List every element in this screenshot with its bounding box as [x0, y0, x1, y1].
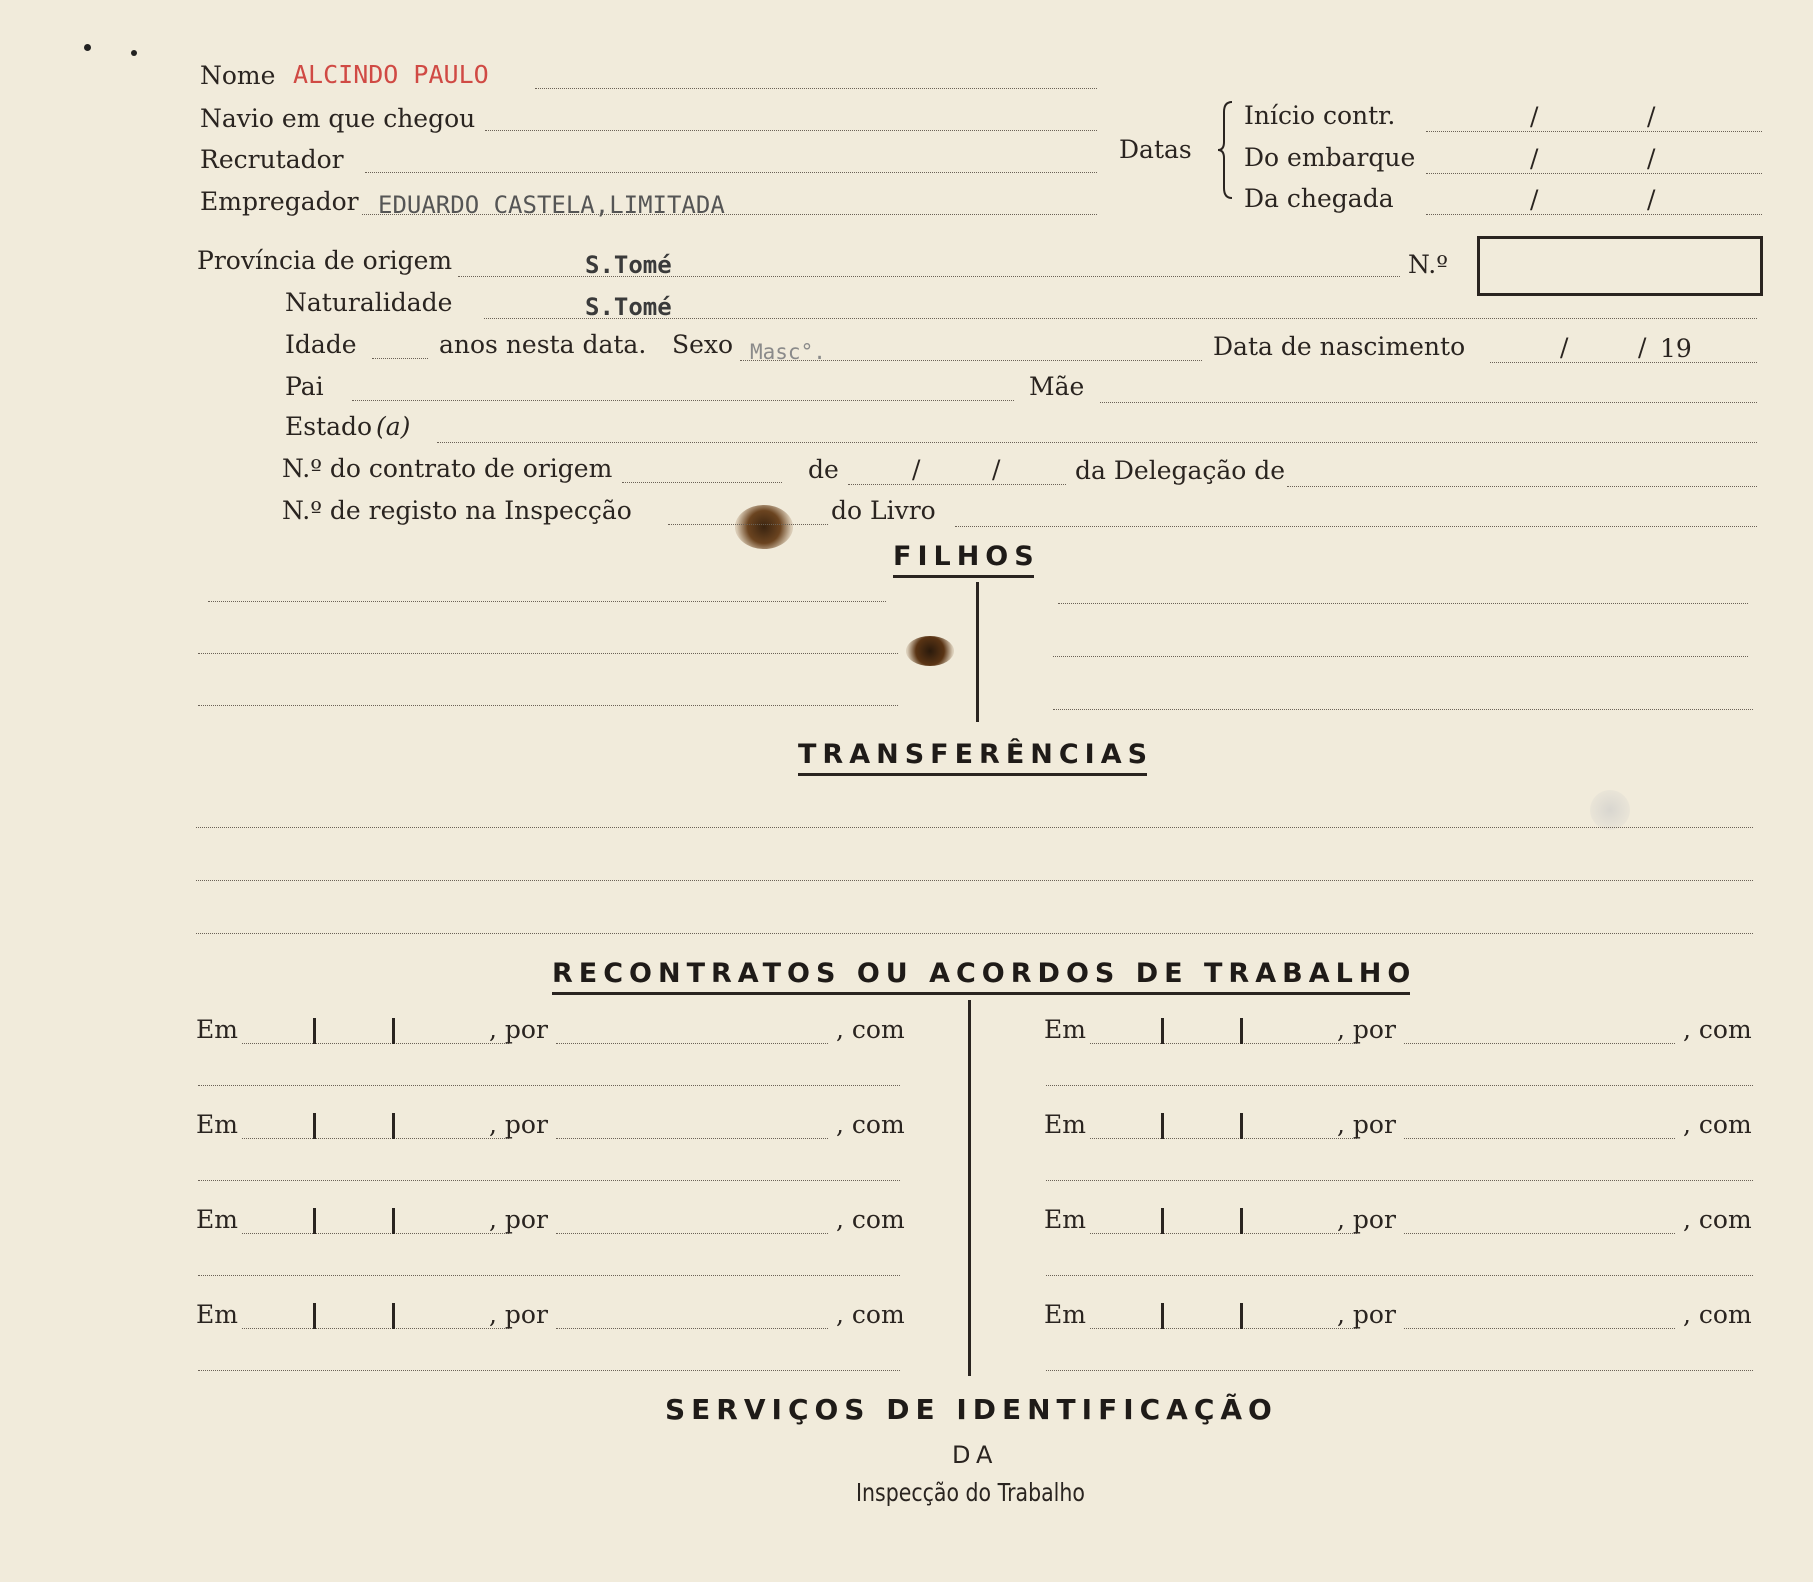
recontrato-por-line: [1404, 1233, 1675, 1234]
recontrato-continuation-line: [198, 1275, 900, 1276]
recontrato-date-bar: [392, 1018, 395, 1044]
stain-mark: [735, 505, 793, 549]
embarque-line: [1426, 173, 1762, 174]
recontrato-com-label: , com: [836, 1205, 905, 1234]
sexo-line: [740, 360, 1202, 361]
filhos-line-left-1: [208, 601, 886, 602]
de-slash-1: /: [912, 455, 921, 484]
recontrato-em-label: Em: [196, 1110, 238, 1139]
de-slash-2: /: [992, 455, 1001, 484]
recontrato-por-line: [556, 1328, 828, 1329]
recontrato-date-line: [1090, 1328, 1357, 1329]
embarque-label: Do embarque: [1244, 143, 1416, 172]
recontrato-por-label: , por: [1337, 1015, 1396, 1044]
recontrato-date-bar: [392, 1208, 395, 1234]
recontrato-date-line: [1090, 1043, 1357, 1044]
livro-line: [955, 526, 1757, 527]
recontrato-por-line: [1404, 1043, 1675, 1044]
empregador-line: [362, 214, 1097, 215]
recontrato-por-label: , por: [489, 1300, 548, 1329]
stain-mark: [1590, 790, 1630, 830]
recontrato-por-label: , por: [1337, 1110, 1396, 1139]
footer-da: DA: [952, 1441, 999, 1469]
recontrato-date-bar: [1161, 1208, 1164, 1234]
idade-line: [372, 358, 428, 359]
navio-label: Navio em que chegou: [200, 104, 476, 133]
nascimento-label: Data de nascimento: [1213, 332, 1466, 361]
stain-mark: [906, 636, 954, 666]
filhos-line-left-3: [198, 705, 898, 706]
filhos-divider: [976, 582, 979, 722]
numero-box[interactable]: [1477, 236, 1763, 296]
estado-note: (a): [376, 412, 411, 441]
inicio-slash-2: /: [1647, 102, 1656, 131]
recontrato-date-bar: [313, 1018, 316, 1044]
recontrato-por-line: [1404, 1328, 1675, 1329]
recontrato-date-line: [1090, 1138, 1357, 1139]
transferencias-line-1: [196, 827, 1753, 828]
transferencias-line-3: [196, 933, 1753, 934]
recontrato-por-label: , por: [1337, 1205, 1396, 1234]
recontrato-por-label: , por: [489, 1205, 548, 1234]
footer-inspeccao: Inspecção do Trabalho: [856, 1478, 1085, 1507]
empregador-value: EDUARDO CASTELA,LIMITADA: [378, 191, 725, 219]
provincia-label: Província de origem: [197, 246, 453, 275]
contrato-label: N.º do contrato de origem: [282, 454, 613, 483]
recontrato-continuation-line: [1046, 1085, 1753, 1086]
navio-line: [485, 130, 1097, 131]
filhos-line-right-3: [1053, 709, 1753, 710]
recontratos-underline: [552, 992, 1410, 995]
recontrato-date-bar: [313, 1113, 316, 1139]
transferencias-line-2: [196, 880, 1753, 881]
recontrato-continuation-line: [198, 1085, 900, 1086]
recontrato-com-label: , com: [836, 1015, 905, 1044]
recontrato-date-line: [1090, 1233, 1357, 1234]
recontrato-continuation-line: [1046, 1180, 1753, 1181]
recrutador-line: [365, 172, 1097, 173]
recontrato-date-bar: [1161, 1018, 1164, 1044]
recontrato-date-bar: [1240, 1208, 1243, 1234]
recontrato-com-label: , com: [836, 1110, 905, 1139]
recontrato-date-line: [242, 1233, 509, 1234]
recontrato-por-label: , por: [489, 1110, 548, 1139]
datas-brace: [1216, 100, 1238, 200]
provincia-line: [458, 276, 1400, 277]
ink-dot: [84, 44, 91, 51]
filhos-heading: [893, 543, 1040, 570]
nascimento-line: [1490, 362, 1757, 363]
recontrato-date-bar: [1240, 1018, 1243, 1044]
naturalidade-label: Naturalidade: [285, 288, 453, 317]
idade-label: Idade: [285, 330, 357, 359]
transferencias-underline: [798, 773, 1147, 776]
recontrato-date-bar: [1240, 1113, 1243, 1139]
recontrato-em-label: Em: [1044, 1205, 1086, 1234]
inicio-line: [1426, 131, 1762, 132]
pai-line: [352, 400, 1014, 401]
delegacao-line: [1287, 486, 1757, 487]
recontratos-heading: [552, 960, 1416, 987]
recontratos-title: RECONTRATOS OU ACORDOS DE TRABALHO: [552, 958, 1417, 989]
filhos-line-left-2: [198, 653, 898, 654]
recontrato-por-line: [556, 1043, 828, 1044]
recontrato-por-line: [556, 1138, 828, 1139]
recontrato-em-label: Em: [1044, 1015, 1086, 1044]
registo-line: [668, 524, 828, 525]
ink-dot: [131, 50, 137, 56]
sexo-value: Masc°.: [750, 340, 826, 364]
naturalidade-value: S.Tomé: [585, 293, 672, 321]
recontrato-com-label: , com: [1683, 1205, 1752, 1234]
footer-title: SERVIÇOS DE IDENTIFICAÇÃO: [665, 1393, 1278, 1426]
estado-label: Estado: [285, 412, 373, 441]
provincia-value: S.Tomé: [585, 251, 672, 279]
chegada-label: Da chegada: [1244, 184, 1394, 213]
nome-line: [535, 88, 1097, 89]
recontrato-date-bar: [392, 1113, 395, 1139]
inicio-label: Início contr.: [1244, 101, 1396, 130]
recontrato-continuation-line: [198, 1180, 900, 1181]
registo-label: N.º de registo na Inspecção: [282, 496, 632, 525]
delegacao-label: da Delegação de: [1075, 456, 1286, 485]
pai-label: Pai: [285, 372, 324, 401]
nome-label: Nome: [200, 61, 276, 90]
filhos-line-right-1: [1058, 603, 1748, 604]
anos-label: anos nesta data.: [439, 330, 647, 359]
transferencias-title: TRANSFERÊNCIAS: [798, 739, 1154, 770]
recontrato-date-bar: [392, 1303, 395, 1329]
recontrato-por-label: , por: [489, 1015, 548, 1044]
recontrato-em-label: Em: [1044, 1300, 1086, 1329]
mae-label: Mãe: [1029, 372, 1085, 401]
livro-label: do Livro: [831, 496, 936, 525]
estado-line: [437, 442, 1757, 443]
recontrato-date-line: [242, 1043, 509, 1044]
nome-value: ALCINDO PAULO: [293, 60, 489, 89]
recontrato-date-bar: [313, 1303, 316, 1329]
de-date-line: [848, 484, 1066, 485]
filhos-line-right-2: [1053, 656, 1748, 657]
recontrato-em-label: Em: [196, 1015, 238, 1044]
recontrato-continuation-line: [1046, 1275, 1753, 1276]
mae-line: [1100, 402, 1757, 403]
recontrato-continuation-line: [1046, 1370, 1753, 1371]
filhos-underline: [893, 575, 1034, 578]
recontrato-por-line: [1404, 1138, 1675, 1139]
numero-label: N.º: [1408, 250, 1448, 279]
filhos-title: FILHOS: [893, 541, 1040, 572]
nascimento-slash-1: /: [1560, 333, 1569, 362]
recontrato-em-label: Em: [196, 1205, 238, 1234]
nascimento-year: 19: [1660, 334, 1692, 363]
recontrato-com-label: , com: [1683, 1300, 1752, 1329]
recontrato-date-line: [242, 1328, 509, 1329]
recontrato-date-bar: [1161, 1113, 1164, 1139]
datas-label: Datas: [1119, 135, 1192, 164]
de-label: de: [808, 455, 839, 484]
recontrato-com-label: , com: [1683, 1110, 1752, 1139]
recontrato-date-bar: [1161, 1303, 1164, 1329]
naturalidade-line: [484, 318, 1757, 319]
recontrato-por-label: , por: [1337, 1300, 1396, 1329]
nascimento-slash-2: /: [1638, 333, 1647, 362]
recontrato-por-line: [556, 1233, 828, 1234]
recrutador-label: Recrutador: [200, 145, 344, 174]
chegada-slash-2: /: [1647, 185, 1656, 214]
recontrato-com-label: , com: [836, 1300, 905, 1329]
recontratos-divider: [968, 1000, 971, 1376]
recontrato-em-label: Em: [1044, 1110, 1086, 1139]
recontrato-date-bar: [313, 1208, 316, 1234]
sexo-label: Sexo: [672, 330, 734, 359]
inicio-slash-1: /: [1530, 102, 1539, 131]
recontrato-com-label: , com: [1683, 1015, 1752, 1044]
empregador-label: Empregador: [200, 187, 359, 216]
recontrato-date-line: [242, 1138, 509, 1139]
recontrato-continuation-line: [198, 1370, 900, 1371]
contrato-line: [622, 482, 782, 483]
recontrato-em-label: Em: [196, 1300, 238, 1329]
transferencias-heading: [798, 741, 1153, 768]
recontrato-date-bar: [1240, 1303, 1243, 1329]
chegada-line: [1426, 214, 1762, 215]
embarque-slash-1: /: [1530, 144, 1539, 173]
embarque-slash-2: /: [1647, 144, 1656, 173]
chegada-slash-1: /: [1530, 185, 1539, 214]
